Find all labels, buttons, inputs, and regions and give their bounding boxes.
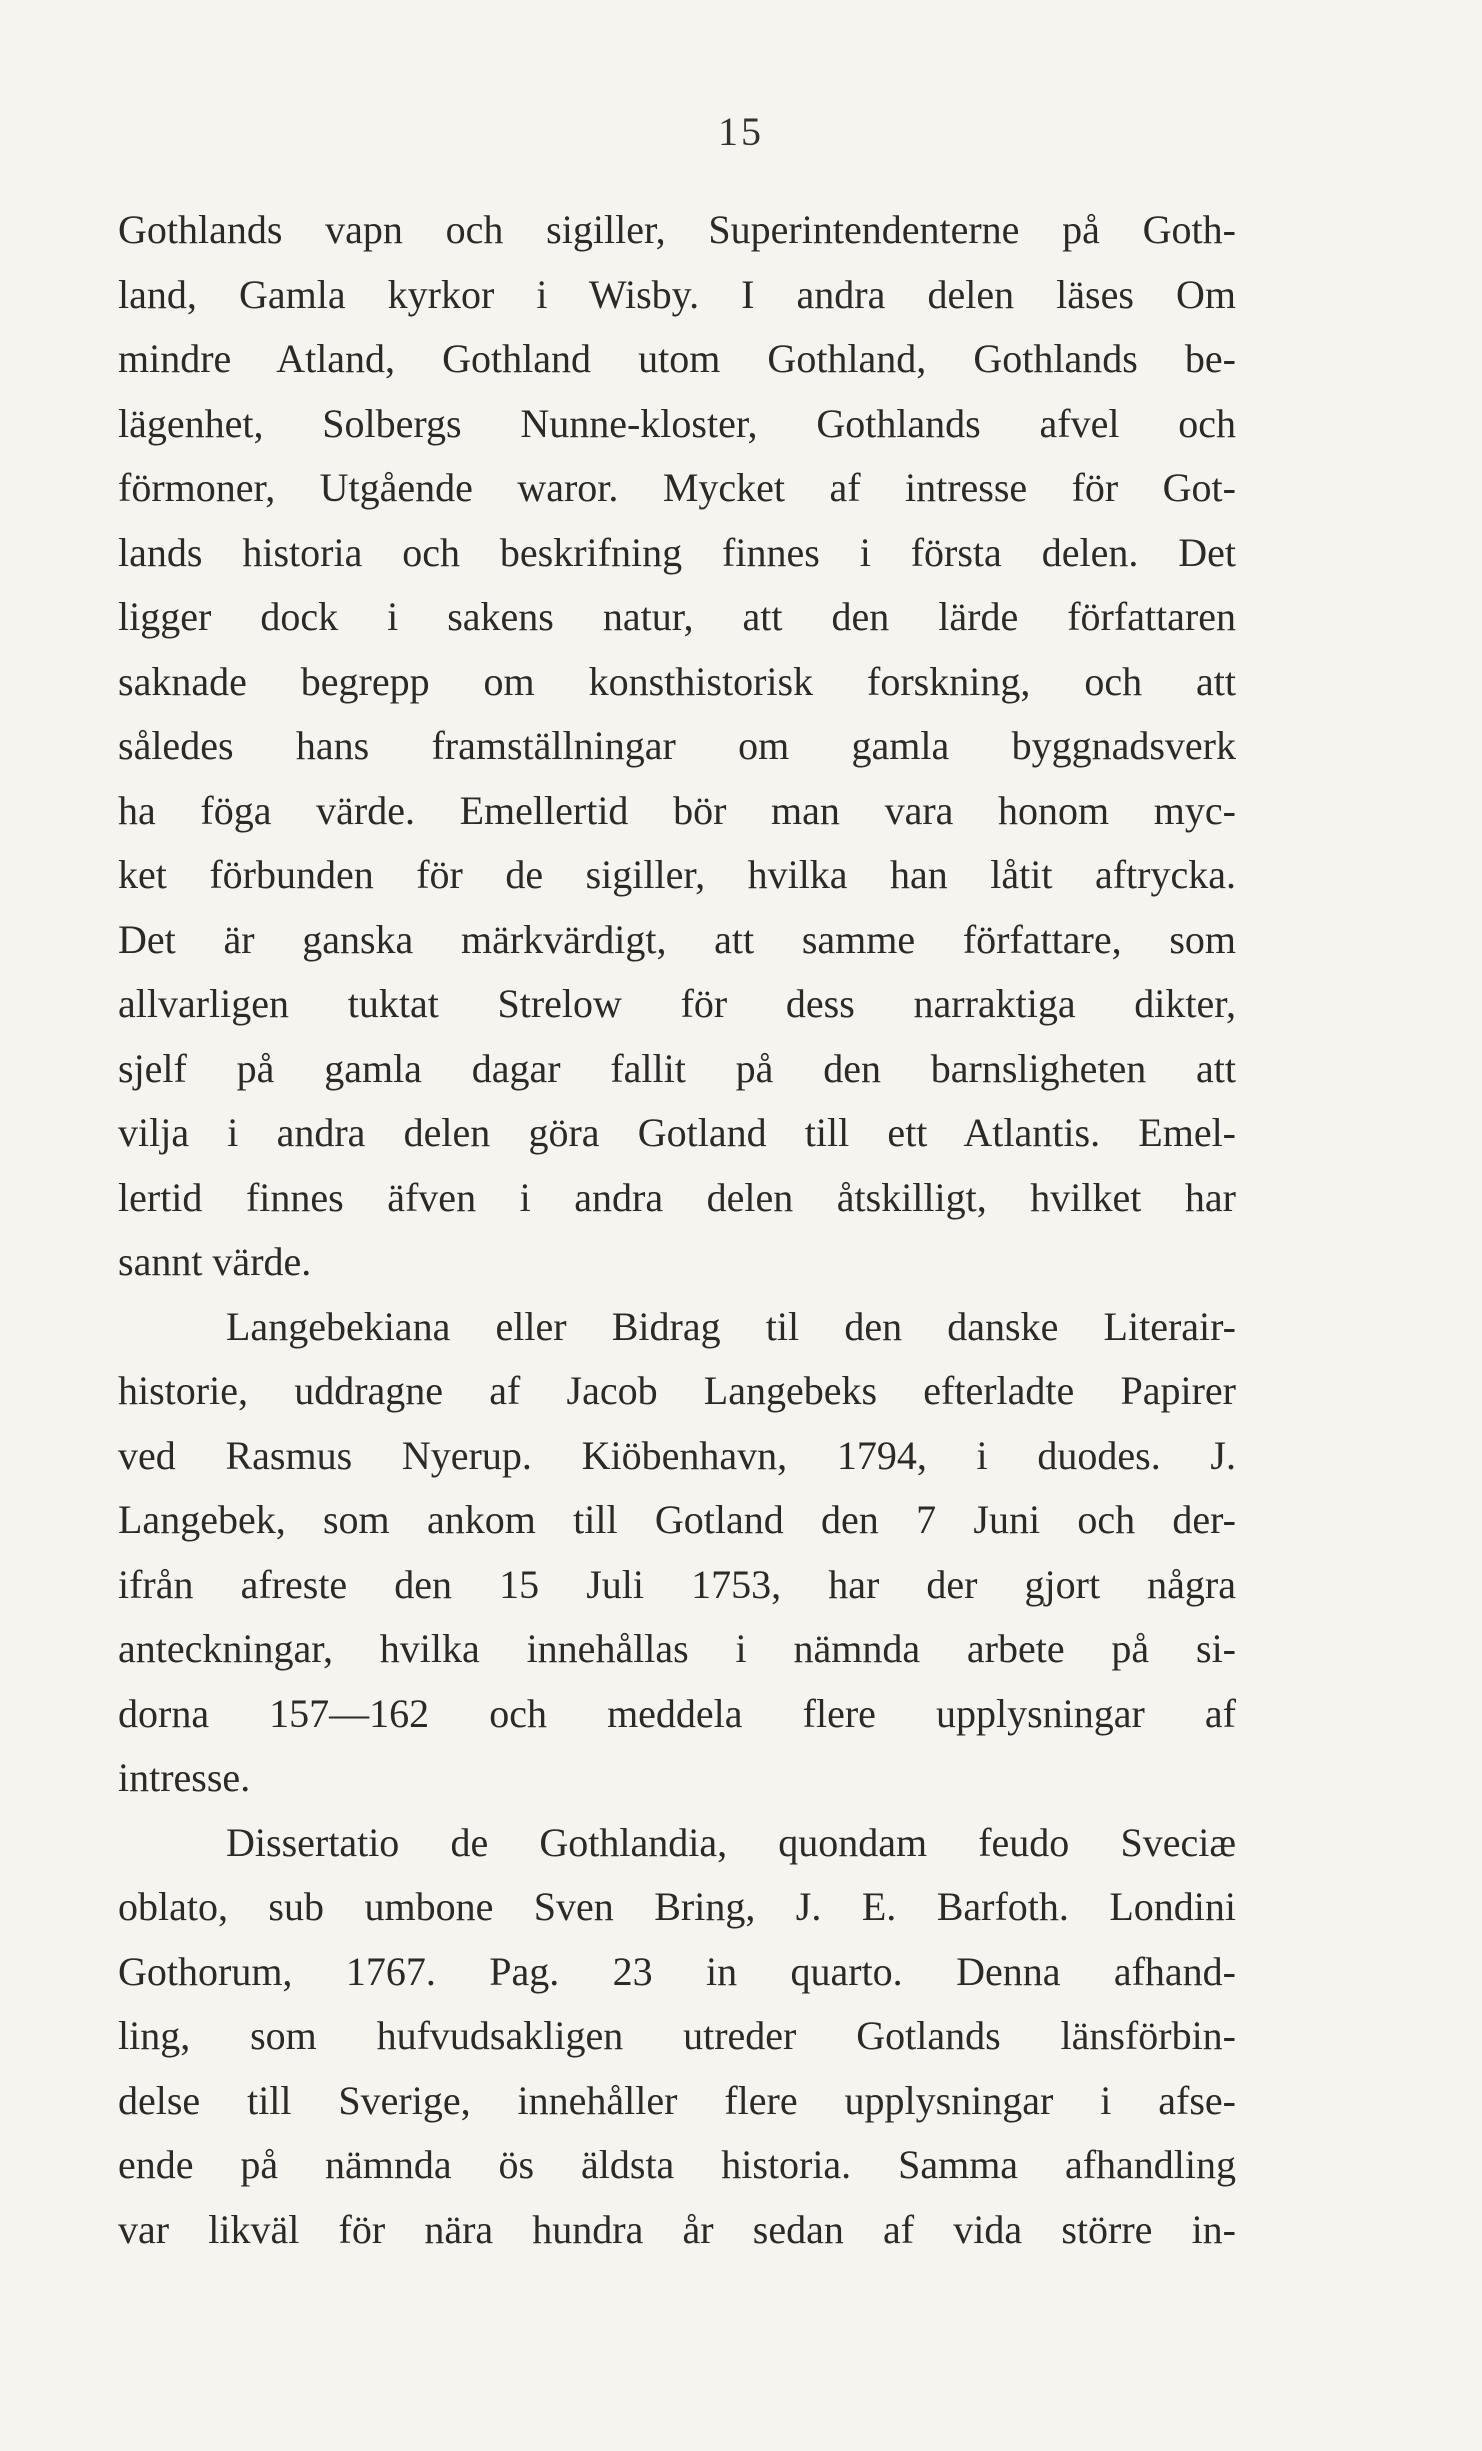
- body-text: [118, 198, 1236, 2262]
- text-line: således hans framställningar om gamla byggnadsverk: [118, 723, 1236, 768]
- text-line: ligger dock i sakens natur, att den lärde författaren: [118, 594, 1236, 639]
- text-line: dorna 157—162 och meddela flere upplysningar af: [118, 1690, 1236, 1736]
- text-line: anteckningar, hvilka innehållas i nämnda arbete på si-: [118, 1626, 1236, 1671]
- text-line: Langebek, som ankom till Gotland den 7 Juni och der-: [118, 1497, 1236, 1542]
- text-line: ved Rasmus Nyerup. Kiöbenhavn, 1794, i duodes. J.: [118, 1432, 1236, 1478]
- text-line: Gothlands vapn och sigiller, Superintendenterne på Goth-: [118, 207, 1236, 252]
- text-line: Gothorum, 1767. Pag. 23 in quarto. Denna afhand-: [118, 1948, 1236, 1994]
- text-line: Dissertatio de Gothlandia, quondam feudo Sveciæ: [226, 1819, 1236, 1865]
- text-line: Langebekiana eller Bidrag til den danske Literair-: [226, 1303, 1236, 1349]
- text-line: ket förbunden för de sigiller, hvilka han låtit aftrycka.: [118, 852, 1236, 897]
- text-line: saknade begrepp om konsthistorisk forskning, och att: [118, 658, 1236, 704]
- text-line: lertid finnes äfven i andra delen åtskilligt, hvilket har: [118, 1174, 1236, 1220]
- text-line: lägenhet, Solbergs Nunne-kloster, Gothlands afvel och: [118, 400, 1236, 446]
- page-number: 15: [718, 109, 764, 154]
- text-line: ende på nämnda ös äldsta historia. Samma afhandling: [118, 2142, 1236, 2187]
- text-line: ha föga värde. Emellertid bör man vara honom myc-: [118, 787, 1236, 833]
- text-line: allvarligen tuktat Strelow för dess narraktiga dikter,: [118, 981, 1236, 1026]
- text-line: sannt värde.: [118, 1239, 312, 1284]
- text-line: oblato, sub umbone Sven Bring, J. E. Barfoth. Londini: [118, 1884, 1236, 1929]
- text-line: var likväl för nära hundra år sedan af vida större in-: [118, 2206, 1236, 2252]
- text-line: förmoner, Utgående waror. Mycket af intresse för Got-: [118, 465, 1236, 510]
- text-line: vilja i andra delen göra Gotland till ett Atlantis. Emel-: [118, 1110, 1236, 1155]
- text-line: lands historia och beskrifning finnes i första delen. Det: [118, 529, 1236, 575]
- text-line: intresse.: [118, 1755, 251, 1800]
- text-line: historie, uddragne af Jacob Langebeks efterladte Papirer: [118, 1368, 1236, 1413]
- text-line: sjelf på gamla dagar fallit på den barnsligheten att: [118, 1045, 1236, 1091]
- text-line: ifrån afreste den 15 Juli 1753, har der gjort några: [118, 1561, 1236, 1607]
- text-line: Det är ganska märkvärdigt, att samme författare, som: [118, 916, 1236, 962]
- text-line: mindre Atland, Gothland utom Gothland, Gothlands be-: [118, 336, 1236, 381]
- text-line: ling, som hufvudsakligen utreder Gotlands länsförbin-: [118, 2013, 1236, 2058]
- text-line: delse till Sverige, innehåller flere upplysningar i afse-: [118, 2077, 1236, 2123]
- text-line: land, Gamla kyrkor i Wisby. I andra delen läses Om: [118, 271, 1236, 317]
